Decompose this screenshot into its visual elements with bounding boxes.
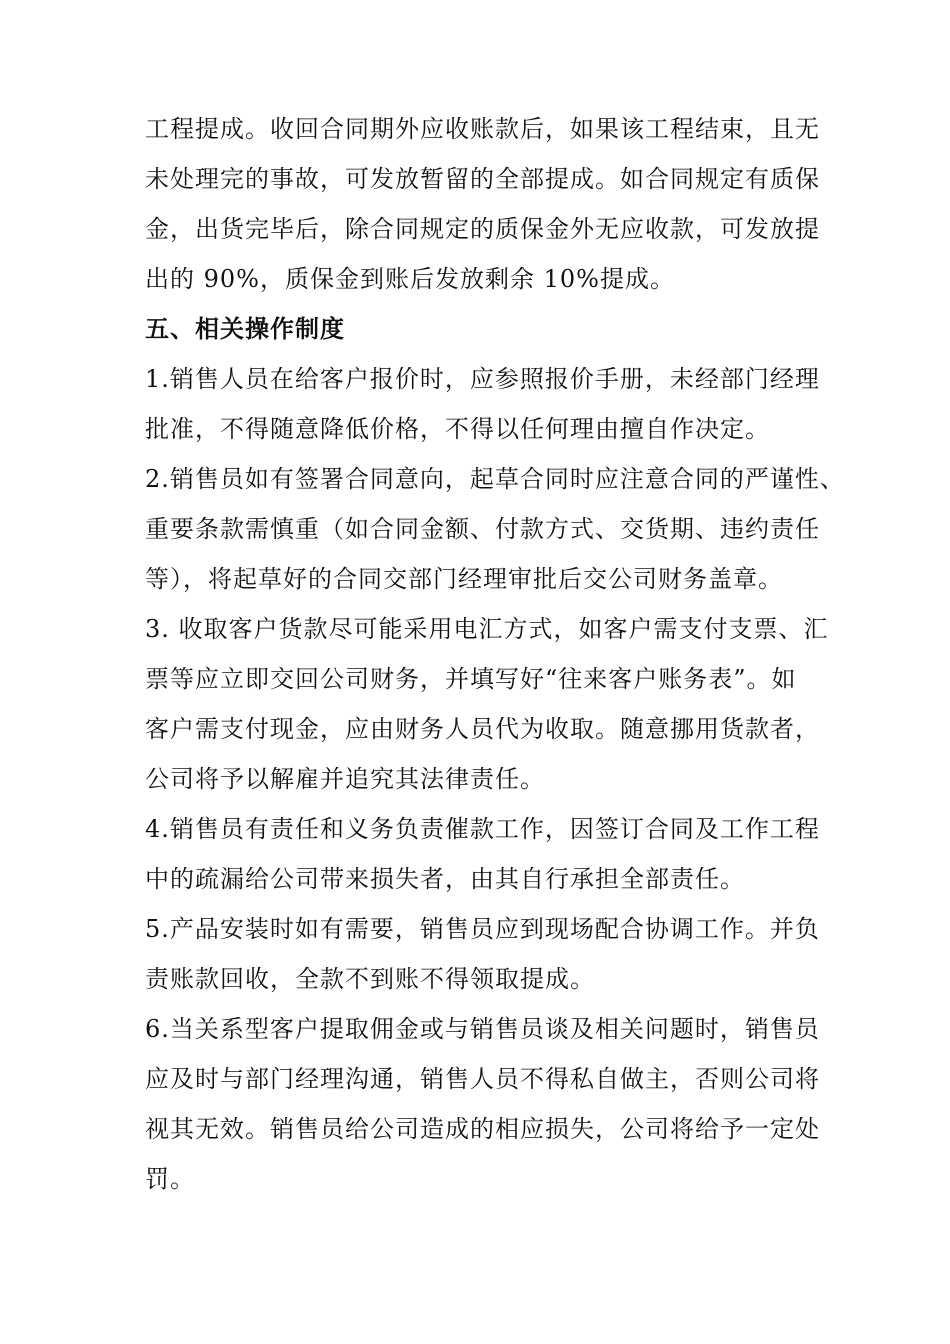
text-line: 金，出货完毕后，除合同规定的质保金外无应收款，可发放提 [145, 215, 820, 243]
text-line: 公司将予以解雇并追究其法律责任。 [145, 765, 545, 793]
document-body [145, 104, 845, 1204]
text-line: 等），将起草好的合同交部门经理审批后交公司财务盖章。 [145, 565, 783, 593]
text-line: 6.当关系型客户提取佣金或与销售员谈及相关问题时，销售员 [145, 1015, 820, 1043]
text-line: 4.销售员有责任和义务负责催款工作，因签订合同及工作工程 [145, 815, 820, 843]
rule-item-4 [145, 804, 825, 904]
text-line: 工程提成。收回合同期外应收账款后，如果该工程结束，且无 [145, 115, 820, 143]
text-line: 应及时与部门经理沟通，销售人员不得私自做主，否则公司将 [145, 1065, 820, 1093]
text-line: 责账款回收，全款不到账不得领取提成。 [145, 965, 595, 993]
section-heading: 五、相关操作制度 [145, 314, 345, 343]
text-line: 视其无效。销售员给公司造成的相应损失，公司将给予一定处 [145, 1115, 820, 1143]
rule-item-1 [145, 354, 825, 454]
text-line: 3. 收取客户货款尽可能采用电汇方式，如客户需支付支票、汇 [145, 615, 829, 643]
rule-item-2 [145, 454, 845, 604]
text-line: 中的疏漏给公司带来损失者，由其自行承担全部责任。 [145, 865, 745, 893]
rule-item-6 [145, 1004, 825, 1204]
text-line: 1.销售人员在给客户报价时，应参照报价手册，未经部门经理 [145, 365, 820, 393]
text-line: 2.销售员如有签署合同意向，起草合同时应注意合同的严谨性、 [145, 465, 845, 493]
text-line: 5.产品安装时如有需要，销售员应到现场配合协调工作。并负 [145, 915, 820, 943]
text-line: 批准，不得随意降低价格，不得以任何理由擅自作决定。 [145, 415, 770, 443]
text-line: 重要条款需慎重（如合同金额、付款方式、交货期、违约责任 [145, 515, 820, 543]
text-line: 出的 90%，质保金到账后发放剩余 10%提成。 [145, 265, 675, 293]
rule-item-5 [145, 904, 825, 1004]
text-line: 客户需支付现金，应由财务人员代为收取。随意挪用货款者， [145, 715, 820, 743]
text-line: 罚。 [145, 1165, 195, 1193]
rule-item-3 [145, 604, 829, 804]
intro-paragraph [145, 104, 825, 304]
text-line: 票等应立即交回公司财务，并填写好“往来客户账务表”。如 [145, 665, 797, 693]
text-line: 未处理完的事故，可发放暂留的全部提成。如合同规定有质保 [145, 165, 820, 193]
